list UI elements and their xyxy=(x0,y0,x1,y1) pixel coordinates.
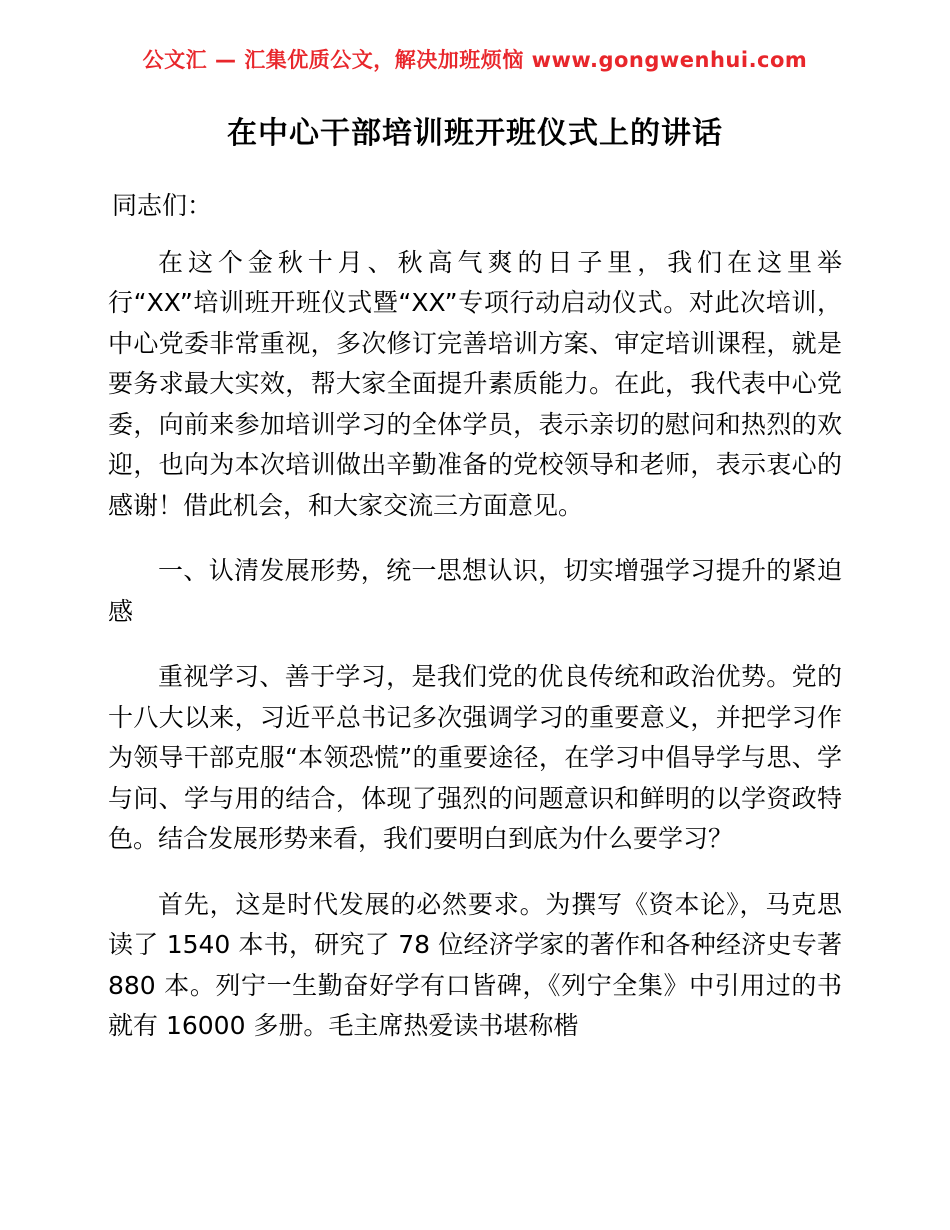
paragraph-3: 首先，这是时代发展的必然要求。为撰写《资本论》，马克思读了 1540 本书，研究了 78 位经济学家的著作和各种经济史专著 880 本。列宁一生勤奋好学有口皆碑，《列宁全集》中引用过的书就有 16000 多册。毛主席热爱读书堪称楷 xyxy=(108,889,842,1040)
salutation: 同志们： xyxy=(112,191,213,220)
site-watermark: 公文汇 — 汇集优质公文，解决加班烦恼 www.gongwenhui.com xyxy=(142,48,808,72)
paragraph-1: 在这个金秋十月、秋高气爽的日子里，我们在这里举行“XX”培训班开班仪式暨“XX”专项行动启动仪式。对此次培训，中心党委非常重视，多次修订完善培训方案、审定培训课程，就是要务求最大实效，帮大家全面提升素质能力。在此，我代表中心党委，向前来参加培训学习的全体学员，表示亲切的慰问和热烈的欢迎，也向为本次培训做出辛勤准备的党校领导和老师，表示衷心的感谢！借此机会，和大家交流三方面意见。 xyxy=(108,247,842,520)
section-heading-1: 一、认清发展形势，统一思想认识，切实增强学习提升的紧迫感 xyxy=(108,556,842,626)
page-title: 在中心干部培训班开班仪式上的讲话 xyxy=(227,116,723,151)
paragraph-2: 重视学习、善于学习，是我们党的优良传统和政治优势。党的十八大以来，习近平总书记多次强调学习的重要意义，并把学习作为领导干部克服“本领恐慌”的重要途径，在学习中倡导学与思、学与问、学与用的结合，体现了强烈的问题意识和鲜明的以学资政特色。结合发展形势来看，我们要明白到底为什么要学习？ xyxy=(108,662,842,853)
